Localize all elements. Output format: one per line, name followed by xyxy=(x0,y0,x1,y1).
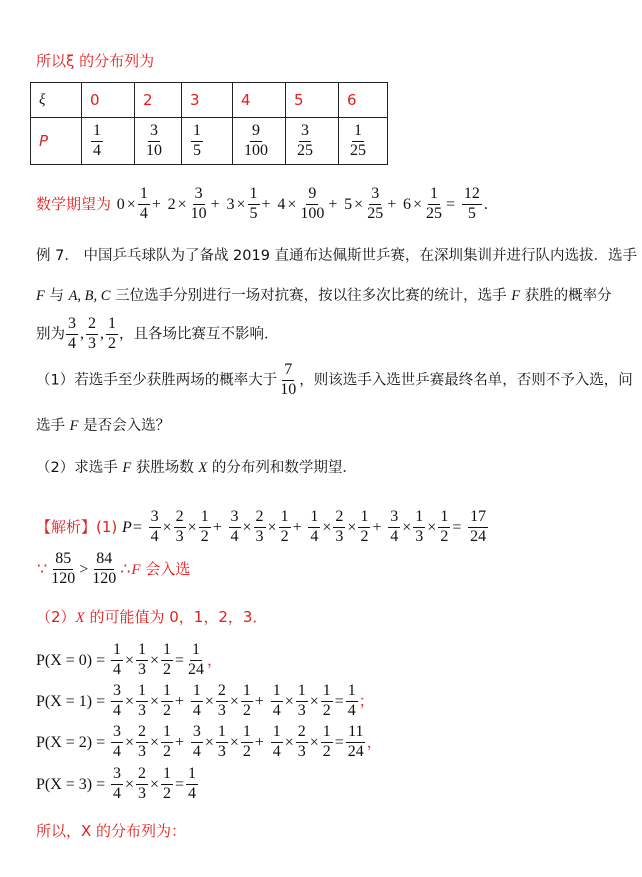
solution-tag: 【解析】 xyxy=(36,517,97,536)
distribution-table xyxy=(30,82,388,165)
expectation-result: $\frac{12}{5}$ xyxy=(463,185,480,222)
table-row xyxy=(31,118,388,165)
example-line-1: 例 7． 中国乒乓球队为了备战 2019 直通布达佩斯世乒赛，在深圳集训并进行队内选拔．选手 xyxy=(36,248,638,264)
solution-part-1: 【解析】(1) P= $\frac{3}{4}$ × $\frac{2}{3}$ × $\frac{1}{2}$ + $\frac{3}{4}$ × $\frac{2}{3}$ × $\frac{1}{2}$ + $\frac{1}{4}$ × $\frac{2}{3}$ × $\frac{1}{2}$ + $\frac{3}{4}$ × $\frac{1}{3}$ × $\frac{1}{2}$ = $\frac{17}{24}$ xyxy=(36,508,487,545)
expectation-line: 数学期望为 0 × $\frac{1}{4}$ + 2 × $\frac{3}{10}$ + 3 × $\frac{1}{5}$ + 4 × $\frac{9}{100}$ + 5 × $\frac{3}{25}$ + 6 × $\frac{1}{25}$ = $\frac{12}{5}$ . xyxy=(36,185,488,222)
px2-line: P(X = 2) = $\frac{3}{4}$ × $\frac{2}{3}$ × $\frac{1}{2}$ + $\frac{3}{4}$ × $\frac{1}{3}$ × $\frac{1}{2}$ + $\frac{1}{4}$ × $\frac{2}{3}$ × $\frac{1}{2}$ = $\frac{11}{24}$ ， xyxy=(36,723,382,760)
expectation-label: 数学期望为 xyxy=(36,194,112,213)
section-heading: 所以ξ 的分布列为 xyxy=(36,52,155,70)
table-cell: 6 xyxy=(339,83,388,118)
table-cell: 2 xyxy=(135,83,182,118)
px0-line: P(X = 0) = $\frac{1}{4}$ × $\frac{1}{3}$ × $\frac{1}{2}$ = $\frac{1}{24}$ ， xyxy=(36,641,223,678)
table-header-p: P xyxy=(31,118,82,165)
example-line-3: 别为 $\frac{3}{4}$ , $\frac{2}{3}$ , $\frac{1}{2}$ ，且各场比赛互不影响． xyxy=(36,315,279,352)
px1-line: P(X = 1) = $\frac{3}{4}$ × $\frac{1}{3}$ × $\frac{1}{2}$ + $\frac{1}{4}$ × $\frac{2}{3}$ × $\frac{1}{2}$ + $\frac{1}{4}$ × $\frac{1}{3}$ × $\frac{1}{2}$ = $\frac{1}{4}$ ； xyxy=(36,682,374,719)
table-cell: $\frac{3}{10}$ xyxy=(135,118,182,165)
table-cell: $\frac{3}{25}$ xyxy=(286,118,339,165)
question-2: （2）求选手 F 获胜场数 X 的分布列和数学期望． xyxy=(36,460,357,476)
table-cell: 3 xyxy=(182,83,233,118)
table-cell: 0 xyxy=(82,83,135,118)
table-cell: $\frac{1}{25}$ xyxy=(339,118,388,165)
table-cell: 4 xyxy=(233,83,286,118)
solution-part-2: （2）X 的可能值为 0，1，2，3． xyxy=(36,608,268,626)
question-1: （1）若选手至少获胜两场的概率大于 $\frac{7}{10}$ ，则该选手入选世乒赛最终名单，否则不予入选，问 xyxy=(36,361,633,398)
question-1-line-2: 选手 F 是否会入选？ xyxy=(36,418,171,434)
table-row xyxy=(31,83,388,118)
px3-line: P(X = 3) = $\frac{3}{4}$ × $\frac{2}{3}$ × $\frac{1}{2}$ = $\frac{1}{4}$ xyxy=(36,765,197,802)
table-cell: $\frac{1}{5}$ xyxy=(182,118,233,165)
solution-compare: ∵ $\frac{85}{120}$ > $\frac{84}{120}$ ∴F 会入选 xyxy=(37,550,191,587)
final-heading: 所以，X 的分布列为： xyxy=(36,822,187,840)
example-line-2: F 与 A, B, C 三位选手分别进行一场对抗赛，按以往多次比赛的统计，选手 F 获胜的概率分 xyxy=(36,288,612,304)
table-cell: $\frac{1}{4}$ xyxy=(82,118,135,165)
table-header-xi: ξ xyxy=(31,83,82,118)
table-cell: $\frac{9}{100}$ xyxy=(233,118,286,165)
table-cell: 5 xyxy=(286,83,339,118)
